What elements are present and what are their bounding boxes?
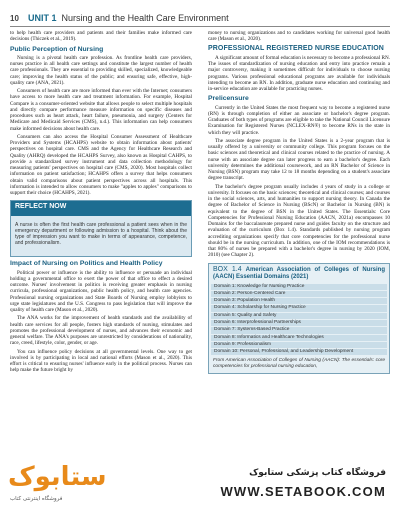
logo-mark: ستابوک bbox=[8, 462, 107, 492]
body-paragraph: A significant amount of formal education is necessary to become a professional RN. The issues of standardization of nursing education and entry into practice remain a major controversy, making it sometimes difficult for individuals to choose nursing programs. Various professional educational programs are available for individuals intending to become an RN. In addition, graduate nurse education and continuing and in-service education are available for practicing nurses. bbox=[208, 54, 390, 92]
right-intro-paragraph: money to nursing organizations and to candidates working for universal good health care (Mason et al., 2020). bbox=[208, 30, 390, 43]
body-paragraph: Nursing is a pivotal health care profession. As frontline health care providers, nurses practice in all health care settings and constitute the largest number of health care professionals. They are essential to providing skilled, specialized, knowledgeable care; improving the health status of the public; and ensuring safe, effective, high-quality care (ANA, 2021). bbox=[10, 54, 192, 86]
body-paragraph: The ANA works for the improvement of health standards and the availability of health care services for all people, fosters high standards of nursing, stimulates and promotes the professional development of nurses, and advances their economic and general welfare. The ANA's purposes are unrestricted by considerations of nationality, race, creed, lifestyle, color, gender, or age. bbox=[10, 315, 192, 347]
body-paragraph: You can influence policy decisions at all governmental levels. One way to get involved is by participating in local and national efforts (Mason et al., 2020). This effort is critical to ensuring nurses' influence early in the political process. Nurses can help make the future bright by bbox=[10, 348, 192, 374]
politics-heading: Impact of Nursing on Politics and Health Policy bbox=[10, 260, 163, 268]
body-paragraph: Currently in the United States the most frequent way to become a registered nurse (RN) is through completion of either an associate or bachelor's degree program. Graduates of both types of programs are eligible to take the National Council Licensure Examination for Registered Nurses (NCLEX-RN®) to become RNs in the state in which they will practice. bbox=[208, 104, 390, 136]
right-column bbox=[208, 30, 390, 374]
body-paragraph: Consumers can also access the Hospital Consumer Assessment of Healthcare Providers and Systems (HCAHPS) website to obtain information about patients' perspectives on hospital care. CMS and the Agency for Healthcare Research and Quality (AHRQ) developed the HCAHPS Survey, also known as Hospital CAHPS, to provide a standardized survey instrument and data collection methodology for measuring patients' perspectives on hospital care (CMS, 2020). Most hospitals collect information on patient satisfaction; HCAHPS offers a survey that helps consumers obtain valid comparisons about patient perspectives across all hospitals. This information is intended to allow consumers to make "apples to apples" comparisons to support their choice (HCAHPS, 2021). bbox=[10, 133, 192, 196]
unit-title: Nursing and the Health Care Environment bbox=[61, 13, 229, 23]
body-paragraph: Political power or influence is the ability to influence or persuade an individual holding a governmental office to exert the power of that office to effect a desired outcome. Nurses' involvement in politics is receiving greater emphasis in nursing curricula, professional organizations, public health policy, and health care agencies. Professional nursing organizations and State Boards of Nursing employ lobbyists to urge state legislatures and the U.S. Congress to pass legislation that will improve the quality of health care (Mason et al., 2020). bbox=[10, 269, 192, 313]
box-item: Domain 4: Scholarship for Nursing Practice bbox=[211, 305, 387, 311]
store-name: فروشگاه کتاب پزشکی ستابوک bbox=[249, 468, 386, 478]
running-title bbox=[28, 13, 229, 23]
prelicensure-heading: Prelicensure bbox=[208, 95, 249, 103]
public-perception-heading: Public Perception of Nursing bbox=[10, 45, 104, 53]
box-title: American Association of Colleges of Nursing (AACN) Essential Domains (2021) bbox=[213, 266, 385, 280]
setabook-logo bbox=[8, 462, 107, 508]
website-url[interactable]: WWW.SETABOOK.COM bbox=[220, 484, 386, 499]
box-item: Domain 3: Population Health bbox=[211, 298, 387, 304]
left-column bbox=[10, 30, 192, 376]
reflect-now-box bbox=[10, 200, 192, 257]
box-item: Domain 9: Professionalism bbox=[211, 342, 387, 348]
body-paragraph: The bachelor's degree program usually includes 4 years of study in a college or university. It focuses on the basic sciences; theoretical and clinical courses; and courses in the social sciences, arts, and humanities to support nursing theory. In Canada the degree of Bachelor of Science in Nursing (BScN) or Bachelor in Nursing (BN) is equivalent to the degree of BSN in the United States. The Essentials: Core Competencies for Professional Nursing Education (AACN, 2021a) encompasses 10 Domains for the baccalaureate prepared nurse and guides faculty on the structure and evaluation of the curriculum (Box 1.4). Standards published by nursing program accrediting organizations specify that core competencies for the professional nurse should be in the nursing curriculum. In addition, one of the IOM recommendations is that 80% of nurses be prepared with a bachelor's degree in nursing by 2020 (IOM, 2010) (see Chapter 2). bbox=[208, 183, 390, 259]
body-paragraph: The associate degree program in the United States is a 2-year program that is usually offered by a university or community college. This program focuses on the basic sciences and theoretical and clinical courses related to the practice of nursing. A nurse with an associate degree can later progress to earn a bachelor's degree. Each university determines the additional coursework, and an RN Bachelor of Science in Nursing (BSN) program may take 12 to 18 months depending on a student's associate degree transcript. bbox=[208, 137, 390, 182]
left-intro-paragraph: to help health care providers and patients and their families make informed care decisions (Thiczek et al., 2019). bbox=[10, 30, 192, 43]
unit-label: UNIT 1 bbox=[28, 13, 57, 23]
page-number: 10 bbox=[10, 14, 19, 23]
box-item: Domain 8: Informatics and Healthcare Technologies bbox=[211, 335, 387, 341]
page-header bbox=[10, 14, 390, 28]
box-source-note: From American Association of Colleges of Nursing (AACN): The essentials: core competencies for professional nursing education, bbox=[213, 358, 385, 370]
box-item: Domain 2: Person-Centered Care bbox=[211, 291, 387, 297]
watermark-footer bbox=[0, 460, 400, 512]
box-header bbox=[209, 264, 389, 284]
box-label: BOX 1.4 bbox=[213, 265, 242, 273]
reflect-now-title: REFLECT NOW bbox=[11, 201, 191, 216]
box-item: Domain 10: Personal, Professional, and Leadership Development bbox=[211, 349, 387, 355]
body-paragraph: Consumers of health care are more informed than ever with the Internet; consumers have access to more health care and treatment information. For example, Hospital Compare is a consumer-oriented website that allows people to select multiple hospitals and directly compare performance measure information on specific diseases and procedures such as heart attack, heart failure, pneumonia, and surgery (Centers for Medicare and Medicaid Services (CMS), n.d.). This information can help consumers make informed decisions about health care. bbox=[10, 88, 192, 132]
professional-education-heading: PROFESSIONAL REGISTERED NURSE EDUCATION bbox=[208, 44, 384, 52]
box-item: Domain 1: Knowledge for Nursing Practice bbox=[211, 284, 387, 290]
box-item: Domain 5: Quality and Safety bbox=[211, 313, 387, 319]
header-rule bbox=[10, 26, 390, 27]
reflect-now-body: A nurse is often the first health care professional a patient sees when in the emergency department or following admission to a hospital. Think about the type of impression you want to make in terms of appearance, competence, and professionalism. bbox=[11, 216, 191, 256]
box-item: Domain 6: Interprofessional Partnerships bbox=[211, 320, 387, 326]
aacn-domains-box bbox=[208, 263, 390, 375]
logo-subtitle: فروشگاه اینترنتی کتاب bbox=[10, 496, 63, 502]
box-item: Domain 7: Systems-Based Practice bbox=[211, 327, 387, 333]
